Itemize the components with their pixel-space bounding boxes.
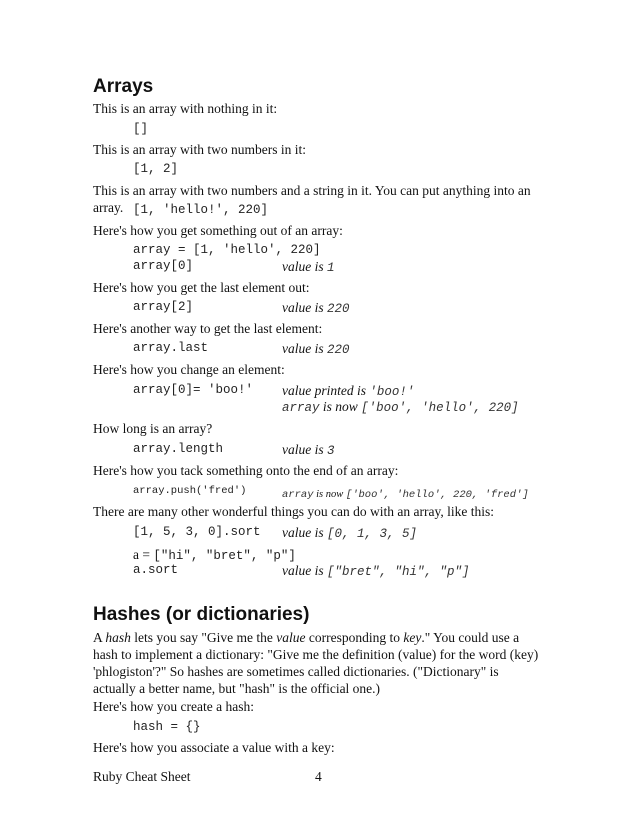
- result-label: value is: [282, 442, 327, 457]
- result-value: ['boo', 'hello', 220]: [361, 401, 519, 415]
- code-line: array[0]: [133, 259, 194, 273]
- result-value: 'boo!': [369, 385, 415, 399]
- paragraph: This is an array with two numbers and a string in it. You can put anything into an array.: [93, 183, 531, 215]
- result-code: array: [282, 401, 320, 415]
- code-line: [1, 'hello!', 220]: [133, 203, 269, 217]
- code-line: array.length: [133, 442, 224, 456]
- section-heading-arrays: Arrays: [93, 76, 154, 97]
- emphasis-value: value: [276, 630, 306, 645]
- result-label: value printed is: [282, 383, 370, 398]
- paragraph: Here's how you create a hash:: [93, 699, 254, 714]
- result-annotation: [282, 340, 350, 358]
- code-line: [1, 2]: [133, 162, 179, 176]
- paragraph: A hash lets you say "Give me the value corresponding to key." You could use a hash to implement a dictionary: "Give me the definition (value) for the word (key) 'phlogiston'?" So hashes are sometimes called dictionaries. ("Dictionary" is actually a better name, but "hash" is the official one.): [93, 630, 539, 696]
- result-label: is now: [313, 489, 346, 500]
- result-label: value is: [282, 259, 327, 274]
- result-value: 220: [327, 302, 350, 316]
- code-line: array = [1, 'hello', 220]: [133, 243, 321, 257]
- result-value: ['boo', 'hello', 220, 'fred']: [345, 489, 529, 501]
- paragraph: There are many other wonderful things you can do with an array, like this:: [93, 504, 494, 519]
- paragraph: How long is an array?: [93, 421, 213, 436]
- result-annotation: [282, 484, 529, 502]
- code-line: [1, 5, 3, 0].sort: [133, 525, 261, 539]
- code-fragment: ["hi", "bret", "p"]: [153, 549, 296, 563]
- result-annotation: [282, 441, 335, 459]
- code-line: array[0]= 'boo!': [133, 383, 254, 397]
- result-annotation: [282, 524, 417, 542]
- result-annotation: [282, 258, 335, 276]
- result-label: value is: [282, 525, 327, 540]
- result-annotation: [282, 562, 470, 580]
- paragraph: This is an array with two numbers in it:: [93, 142, 306, 157]
- result-code: array: [282, 489, 314, 501]
- emphasis-hash: hash: [105, 630, 131, 645]
- result-label: value is: [282, 563, 327, 578]
- code-line: array.last: [133, 341, 209, 355]
- result-value: 1: [327, 261, 335, 275]
- paragraph: Here's how you tack something onto the end of an array:: [93, 463, 399, 478]
- code-line: a.sort: [133, 563, 179, 577]
- paragraph: Here's another way to get the last element:: [93, 321, 323, 336]
- result-value: [0, 1, 3, 5]: [327, 527, 418, 541]
- code-prefix: a =: [133, 547, 154, 562]
- code-line: array[2]: [133, 300, 194, 314]
- paragraph: Here's how you change an element:: [93, 362, 285, 377]
- code-line: hash = {}: [133, 720, 201, 734]
- result-label: value is: [282, 300, 327, 315]
- paragraph: Here's how you get something out of an array:: [93, 223, 343, 238]
- result-annotation: [282, 398, 519, 416]
- code-line: []: [133, 122, 149, 136]
- result-label: is now: [319, 399, 362, 414]
- footer-page-number: 4: [315, 769, 322, 784]
- code-line: array.push('fred'): [133, 485, 247, 497]
- paragraph: Here's how you get the last element out:: [93, 280, 310, 295]
- result-label: value is: [282, 341, 327, 356]
- result-annotation: [282, 299, 350, 317]
- result-value: 3: [327, 444, 335, 458]
- result-value: ["bret", "hi", "p"]: [327, 565, 470, 579]
- result-value: 220: [327, 343, 350, 357]
- paragraph: Here's how you associate a value with a key:: [93, 740, 335, 755]
- emphasis-key: key: [403, 630, 422, 645]
- paragraph: This is an array with nothing in it:: [93, 101, 278, 116]
- footer-title: Ruby Cheat Sheet: [93, 769, 191, 784]
- section-heading-hashes: Hashes (or dictionaries): [93, 604, 310, 625]
